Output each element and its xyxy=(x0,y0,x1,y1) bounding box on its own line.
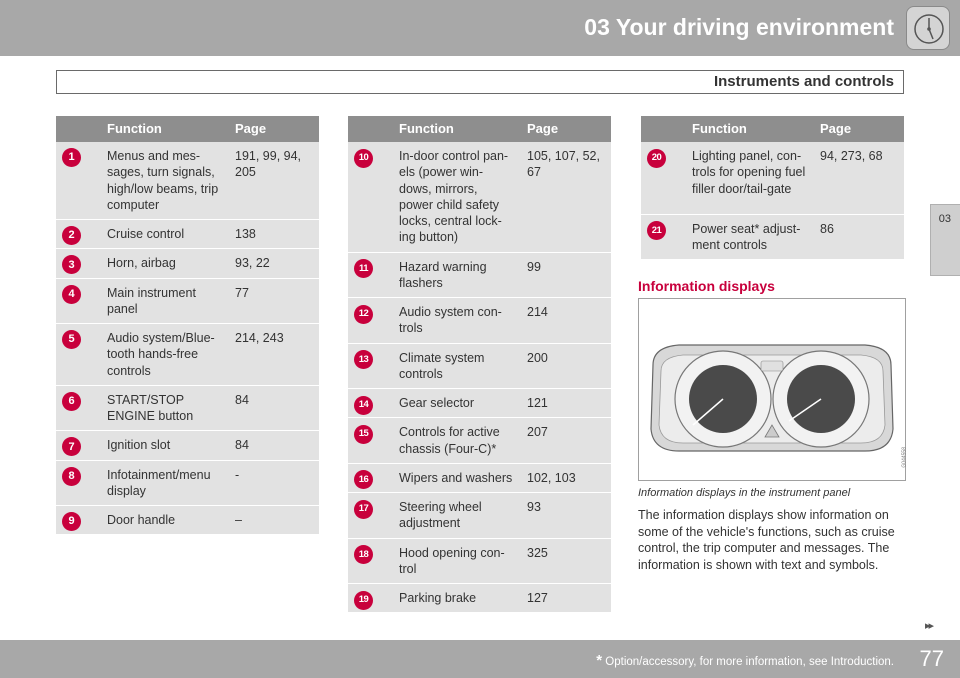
table-row xyxy=(348,298,611,344)
row-number-cell xyxy=(348,389,391,418)
page-cell: 105, 107, 52, 67 xyxy=(519,142,611,252)
page-cell: 93 xyxy=(519,493,611,539)
row-number-cell xyxy=(641,142,684,214)
page-cell: 84 xyxy=(227,431,319,460)
table-row xyxy=(56,324,319,386)
page-cell: 191, 99, 94, 205 xyxy=(227,142,319,220)
table-row xyxy=(641,214,904,260)
table-row xyxy=(348,584,611,613)
table-row xyxy=(56,431,319,460)
callout-badge: 17 xyxy=(354,500,373,519)
function-cell: Lighting panel, con-trols for opening fuel filler door/tail-gate xyxy=(684,142,812,214)
page-cell: – xyxy=(227,506,319,535)
page-cell: 207 xyxy=(519,418,611,464)
callout-badge: 20 xyxy=(647,149,666,168)
callout-badge: 4 xyxy=(62,285,81,304)
table-row xyxy=(56,142,319,220)
row-number-cell xyxy=(56,506,99,535)
table-row xyxy=(56,249,319,278)
callout-badge: 19 xyxy=(354,591,373,610)
row-number-cell xyxy=(56,324,99,386)
callout-badge: 18 xyxy=(354,545,373,564)
function-cell: Menus and mes-sages, turn signals, high/low beams, trip computer xyxy=(99,142,227,220)
function-cell: Main instrument panel xyxy=(99,278,227,324)
column-header-function: Function xyxy=(684,116,812,142)
row-number-cell xyxy=(56,220,99,249)
function-cell: Hood opening con-trol xyxy=(391,538,519,584)
page-cell: 138 xyxy=(227,220,319,249)
row-number-cell xyxy=(56,249,99,278)
callout-badge: 1 xyxy=(62,148,81,167)
table-header-row xyxy=(348,116,611,142)
table-row xyxy=(348,538,611,584)
function-cell: START/STOP ENGINE button xyxy=(99,385,227,431)
callout-badge: 9 xyxy=(62,512,81,531)
table-row xyxy=(348,418,611,464)
page-cell: 102, 103 xyxy=(519,463,611,492)
page-cell: 77 xyxy=(227,278,319,324)
page-cell: 93, 22 xyxy=(227,249,319,278)
function-cell: Wipers and washers xyxy=(391,463,519,492)
callout-badge: 7 xyxy=(62,437,81,456)
instrument-cluster-icon xyxy=(639,299,905,480)
row-number-cell xyxy=(348,343,391,389)
page-cell: 214, 243 xyxy=(227,324,319,386)
function-cell: Cruise control xyxy=(99,220,227,249)
illustration-id: G044558 xyxy=(902,447,908,468)
table-row xyxy=(641,142,904,214)
footnote-text: Option/accessory, for more information, see Introduction. xyxy=(602,656,894,668)
function-cell: Controls for active chassis (Four-C)* xyxy=(391,418,519,464)
callout-badge: 8 xyxy=(62,467,81,486)
page-number: 77 xyxy=(919,646,944,671)
table-header-row xyxy=(56,116,319,142)
table-row xyxy=(56,506,319,535)
page-cell: 84 xyxy=(227,385,319,431)
row-number-cell xyxy=(348,538,391,584)
function-table-2 xyxy=(348,116,611,613)
column-header-function: Function xyxy=(99,116,227,142)
instrument-panel-illustration xyxy=(638,298,906,481)
callout-badge: 21 xyxy=(647,221,666,240)
header-spacer xyxy=(348,116,391,142)
table-row xyxy=(56,385,319,431)
table-row xyxy=(348,493,611,539)
column-header-page: Page xyxy=(227,116,319,142)
footnote-star: * xyxy=(596,652,603,669)
row-number-cell xyxy=(348,584,391,613)
function-cell: Ignition slot xyxy=(99,431,227,460)
row-number-cell xyxy=(56,385,99,431)
info-displays-heading: Information displays xyxy=(638,278,775,294)
table-row xyxy=(56,278,319,324)
callout-badge: 3 xyxy=(62,255,81,274)
page-cell: 325 xyxy=(519,538,611,584)
column-header-page: Page xyxy=(812,116,904,142)
function-cell: Power seat* adjust-ment controls xyxy=(684,214,812,260)
table-row xyxy=(56,220,319,249)
callout-badge: 13 xyxy=(354,350,373,369)
table-row xyxy=(56,460,319,506)
row-number-cell xyxy=(348,142,391,252)
table-header-row xyxy=(641,116,904,142)
table-row xyxy=(348,142,611,252)
row-number-cell xyxy=(348,298,391,344)
callout-badge: 6 xyxy=(62,392,81,411)
section-title: Instruments and controls xyxy=(713,73,894,90)
function-cell: Steering wheel adjustment xyxy=(391,493,519,539)
row-number-cell xyxy=(348,252,391,298)
callout-badge: 15 xyxy=(354,425,373,444)
header-spacer xyxy=(56,116,99,142)
page-cell: 121 xyxy=(519,389,611,418)
callout-badge: 2 xyxy=(62,226,81,245)
function-cell: Climate system controls xyxy=(391,343,519,389)
callout-badge: 12 xyxy=(354,305,373,324)
row-number-cell xyxy=(348,463,391,492)
callout-badge: 16 xyxy=(354,470,373,489)
function-cell: Gear selector xyxy=(391,389,519,418)
footnote xyxy=(596,652,894,669)
page-cell: 200 xyxy=(519,343,611,389)
function-cell: Audio system/Blue-tooth hands-free controls xyxy=(99,324,227,386)
page-cell: - xyxy=(227,460,319,506)
callout-badge: 5 xyxy=(62,330,81,349)
page-cell: 127 xyxy=(519,584,611,613)
row-number-cell xyxy=(56,142,99,220)
function-cell: Door handle xyxy=(99,506,227,535)
table-row xyxy=(348,389,611,418)
column-header-page: Page xyxy=(519,116,611,142)
info-body-text: The information displays show information on some of the vehicle's functions, such as cruise control, the trip computer and messages. The information is shown with text and symbols. xyxy=(638,508,895,572)
next-page-arrows-icon[interactable]: ▸▸ xyxy=(924,620,932,632)
column-header-function: Function xyxy=(391,116,519,142)
chapter-title: 03 Your driving environment xyxy=(584,14,894,40)
table-row xyxy=(348,463,611,492)
row-number-cell xyxy=(56,460,99,506)
callout-badge: 11 xyxy=(354,259,373,278)
function-cell: Infotainment/menu display xyxy=(99,460,227,506)
table-row xyxy=(348,252,611,298)
function-table-3 xyxy=(641,116,904,260)
function-cell: In-door control pan-els (power win-dows, mirrors, power child safety locks, central lock-ing button) xyxy=(391,142,519,252)
row-number-cell xyxy=(348,418,391,464)
function-cell: Horn, airbag xyxy=(99,249,227,278)
row-number-cell xyxy=(348,493,391,539)
callout-badge: 14 xyxy=(354,396,373,415)
header-spacer xyxy=(641,116,684,142)
table-row xyxy=(348,343,611,389)
illustration-caption: Information displays in the instrument panel xyxy=(638,487,851,499)
function-table-1 xyxy=(56,116,319,535)
function-cell: Hazard warning flashers xyxy=(391,252,519,298)
page-cell: 86 xyxy=(812,214,904,260)
row-number-cell xyxy=(56,431,99,460)
row-number-cell xyxy=(56,278,99,324)
gauge-icon xyxy=(906,6,950,50)
callout-badge: 10 xyxy=(354,149,373,168)
page-cell: 214 xyxy=(519,298,611,344)
chapter-tab-number: 03 xyxy=(938,213,951,225)
page-cell: 94, 273, 68 xyxy=(812,142,904,214)
page-cell: 99 xyxy=(519,252,611,298)
function-cell: Parking brake xyxy=(391,584,519,613)
function-cell: Audio system con-trols xyxy=(391,298,519,344)
row-number-cell xyxy=(641,214,684,260)
